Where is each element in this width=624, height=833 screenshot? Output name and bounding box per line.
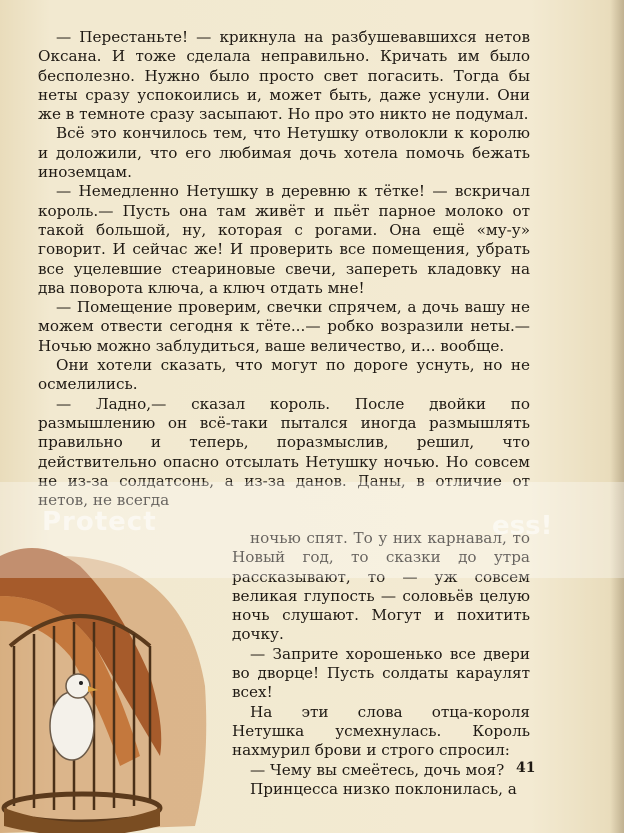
watermark-text: Protect [42, 507, 157, 537]
paragraph: — Помещение проверим, свечки спрячем, а дочь вашу не можем отвести сегодня к тёте...— робко возразили неты.— Ночью можно заблудиться, ваше величество, и... вообще. [38, 298, 530, 355]
paragraph: — Заприте хорошенько все двери во дворце! Пусть солдаты караулят всех! [232, 644, 530, 702]
paragraph: Принцесса низко поклонилась, а [250, 779, 517, 798]
page-edge-shadow [610, 0, 624, 833]
page-number: 41 [516, 760, 536, 776]
main-text-column [38, 28, 530, 510]
watermark-text: ess! [492, 511, 553, 541]
paragraph: — Ладно,— сказал король. После двойки по размышлению он всё-таки пытался иногда размышлять правильно и теперь, поразмыслив, решил, что действительно опасно отсылать Нетушку ночью. Но совсем не из-за солдатсонь, а из-за данов. Даны, в отличие от нетов, не всегда [38, 394, 530, 510]
paragraph: На эти слова отца-короля Нетушка усмехнулась. Король нахмурил брови и строго спросил: [232, 702, 530, 760]
paragraph: — Перестаньте! — крикнула на разбушевавшихся нетов Оксана. И тоже сделала неправильно. Кричать им было бесполезно. Нужно было просто свет погасить. Тогда бы неты сразу успокоились и, может быть, даже уснули. Они же в темноте сразу засыпают. Но про это никто не подумал. [38, 28, 530, 124]
paragraph: ночью спят. То у них карнавал, то Новый год, то сказки до утра рассказывают, то — уж совсем великая глупость — соловьёв целую ночь слушают. Могут и похитить дочку. [232, 529, 530, 644]
paragraph: — Немедленно Нетушку в деревню к тётке! — вскричал король.— Пусть она там живёт и пьёт парное молоко от такой большой, ну, которая с рогами. Она ещё «му-у» говорит. И сейчас же! И проверить все помещения, убрать все уцелевшие стеариновые свечи, запереть кладовку на два поворота ключа, а ключ отдать мне! [38, 182, 530, 297]
paragraph: — Чему вы смеётесь, дочь моя? [250, 760, 505, 779]
paragraph: Всё это кончилось тем, что Нетушку отволокли к королю и доложили, что его любимая дочь хотела помочь бежать иноземцам. [38, 124, 530, 182]
paragraph: Они хотели сказать, что могут по дороге уснуть, но не осмелились. [38, 356, 530, 394]
